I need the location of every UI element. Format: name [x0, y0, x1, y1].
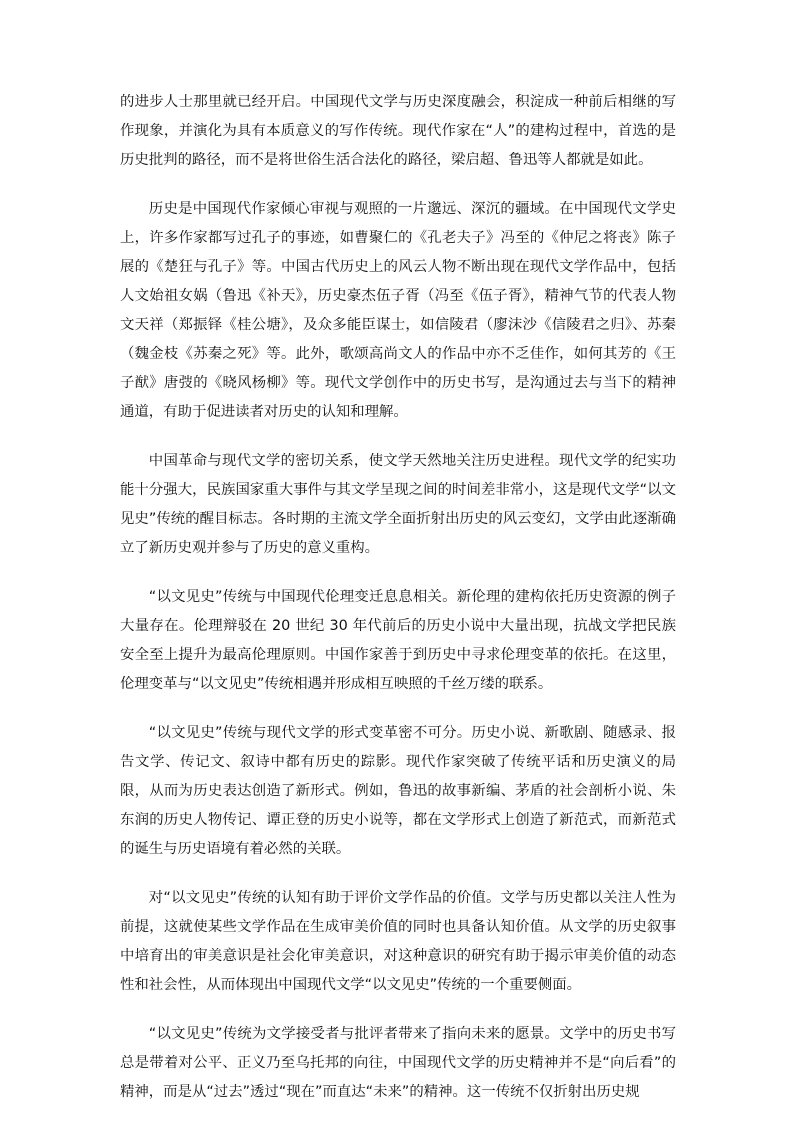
document-page	[120, 88, 676, 1127]
paragraph-6: 对“以文见史”传统的认知有助于评价文学作品的价值。文学与历史都以关注人性为前提，这就使某些文学作品在生成审美价值的同时也具备认知价值。从文学的历史叙事中培育出的审美意识是社会化审美意识，对这种意识的研究有助于揭示审美价值的动态性和社会性，从而体现出中国现代文学“以文见史”传统的一个重要侧面。	[120, 890, 676, 993]
paragraph-2: 历史是中国现代作家倾心审视与观照的一片邈远、深沉的疆域。在中国现代文学史上，许多作家都写过孔子的事迹，如曹聚仁的《孔老夫子》冯至的《仲尼之将丧》陈子展的《楚狂与孔子》等。中国古代历史上的风云人物不断出现在现代文学作品中，包括人文始祖女娲（鲁迅《补天》，历史豪杰伍子胥（冯至《伍子胥》，精神气节的代表人物文天祥（郑振铎《桂公塘》，及众多能臣谋士，如信陵君（廖沫沙《信陵君之归》、苏秦（魏金枝《苏秦之死》等。此外，歌颂高尚文人的作品中亦不乏佳作，如何其芳的《王子猷》唐弢的《晓风杨柳》等。现代文学创作中的历史书写，是沟通过去与当下的精神通道，有助于促进读者对历史的认知和理解。	[120, 201, 676, 420]
paragraph-1: 的进步人士那里就已经开启。中国现代文学与历史深度融会，积淀成一种前后相继的写作现象，并演化为具有本质意义的写作传统。现代作家在“人”的建构过程中，首选的是历史批判的路径，而不是将世俗生活合法化的路径，梁启超、鲁迅等人都就是如此。	[120, 94, 676, 168]
paragraph-5: “以文见史”传统与现代文学的形式变革密不可分。历史小说、新歌剧、随感录、报告文学、传记文、叙诗中都有历史的踪影。现代作家突破了传统平话和历史演义的局限，从而为历史表达创造了新形式。例如，鲁迅的故事新编、茅盾的社会剖析小说、朱东润的历史人物传记、谭正登的历史小说等，都在文学形式上创造了新范式，而新范式的诞生与历史语境有着必然的关联。	[120, 725, 676, 857]
paragraph-4: “以文见史”传统与中国现代伦理变迁息息相关。新伦理的建构依托历史资源的例子大量存在。伦理辩驳在 20 世纪 30 年代前后的历史小说中大量出现，抗战文学把民族安全至上提升为最高伦理原则。中国作家善于到历史中寻求伦理变革的依托。在这里，伦理变革与“以文见史”传统相遇并形成相互映照的千丝万缕的联系。	[120, 589, 676, 692]
paragraph-3: 中国革命与现代文学的密切关系，使文学天然地关注历史进程。现代文学的纪实功能十分强大，民族国家重大事件与其文学呈现之间的时间差非常小，这是现代文学“以文见史”传统的醒目标志。各时期的主流文学全面折射出历史的风云变幻，文学由此逐渐确立了新历史观并参与了历史的意义重构。	[120, 453, 676, 556]
paragraph-7: “以文见史”传统为文学接受者与批评者带来了指向未来的愿景。文学中的历史书写总是带着对公平、正义乃至乌托邦的向往，中国现代文学的历史精神并不是“向后看”的精神，而是从“过去”透过“现在”而直达“未来”的精神。这一传统不仅折射出历史规	[120, 1026, 676, 1100]
